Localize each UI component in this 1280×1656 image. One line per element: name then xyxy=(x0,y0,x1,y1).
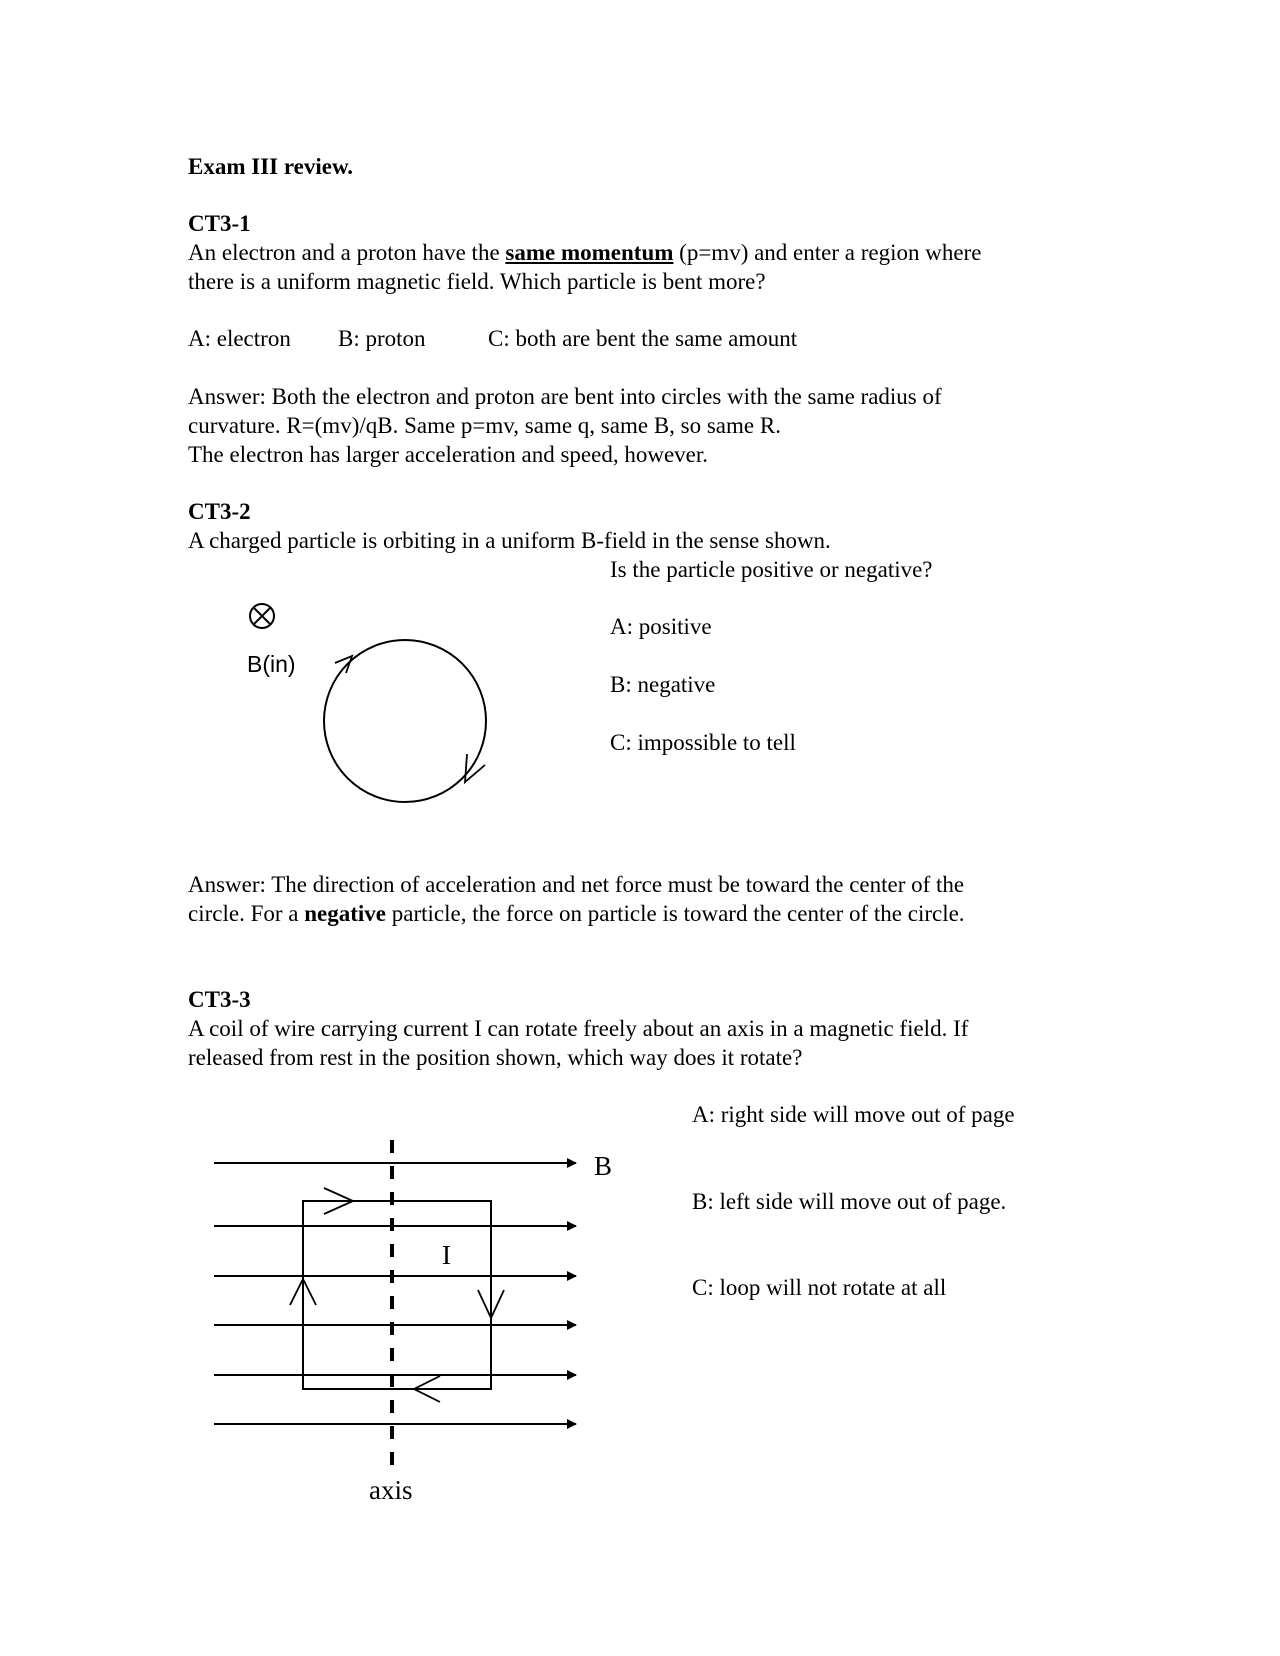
ct2-ans-pre: circle. For a xyxy=(188,901,305,926)
ct1-heading: CT3-1 xyxy=(188,211,251,236)
ct3-axis-label: axis xyxy=(369,1475,413,1505)
ct2-question-line1: A charged particle is orbiting in a uniform B-field in the sense shown. xyxy=(188,528,831,553)
ct1-answer-line2: curvature. R=(mv)/qB. Same p=mv, same q, same B, so same R. xyxy=(188,413,781,438)
ct2-choice-b: B: negative xyxy=(610,672,716,697)
current-loop xyxy=(303,1201,491,1389)
ct2-choice-a: A: positive xyxy=(610,614,712,639)
ct3-current-label: I xyxy=(442,1240,451,1270)
ct1-choice-b: B: proton xyxy=(338,326,426,351)
ct1-question-line2: there is a uniform magnetic field. Which particle is bent more? xyxy=(188,269,766,294)
ct3-choice-a: A: right side will move out of page xyxy=(692,1102,1015,1127)
ct3-choice-b: B: left side will move out of page. xyxy=(692,1189,1007,1214)
ct1-answer-line1: Answer: Both the electron and proton are bent into circles with the same radius of xyxy=(188,384,942,409)
ct3-heading: CT3-3 xyxy=(188,987,251,1012)
ct1-q-post: (p=mv) and enter a region where xyxy=(673,240,982,265)
ct2-heading: CT3-2 xyxy=(188,499,251,524)
ct1-q-emphasis: same momentum xyxy=(505,240,674,265)
ct1-answer-line3: The electron has larger acceleration and speed, however. xyxy=(188,442,709,467)
ct2-answer-line1: Answer: The direction of acceleration and net force must be toward the center of the xyxy=(188,872,965,897)
ct1-q-pre: An electron and a proton have the xyxy=(188,240,506,265)
ct1-choice-a: A: electron xyxy=(188,326,291,351)
ct2-field-label: B(in) xyxy=(247,651,296,677)
ct2-ans-emphasis: negative xyxy=(304,901,386,926)
ct3-choice-c: C: loop will not rotate at all xyxy=(692,1275,947,1300)
ct2-ans-post: particle, the force on particle is toward the center of the circle. xyxy=(386,901,965,926)
ct2-choice-c: C: impossible to tell xyxy=(610,730,796,755)
ct3-question-line1: A coil of wire carrying current I can rotate freely about an axis in a magnetic field. If xyxy=(188,1016,969,1041)
ct1-choice-c: C: both are bent the same amount xyxy=(488,326,798,351)
magnetic-field-lines xyxy=(214,1163,576,1424)
ct3-field-label: B xyxy=(594,1151,613,1181)
page-title: Exam III review. xyxy=(188,154,354,179)
ct3-question-line2: released from rest in the position shown, which way does it rotate? xyxy=(188,1045,803,1070)
ct2-question-line2: Is the particle positive or negative? xyxy=(610,557,933,582)
